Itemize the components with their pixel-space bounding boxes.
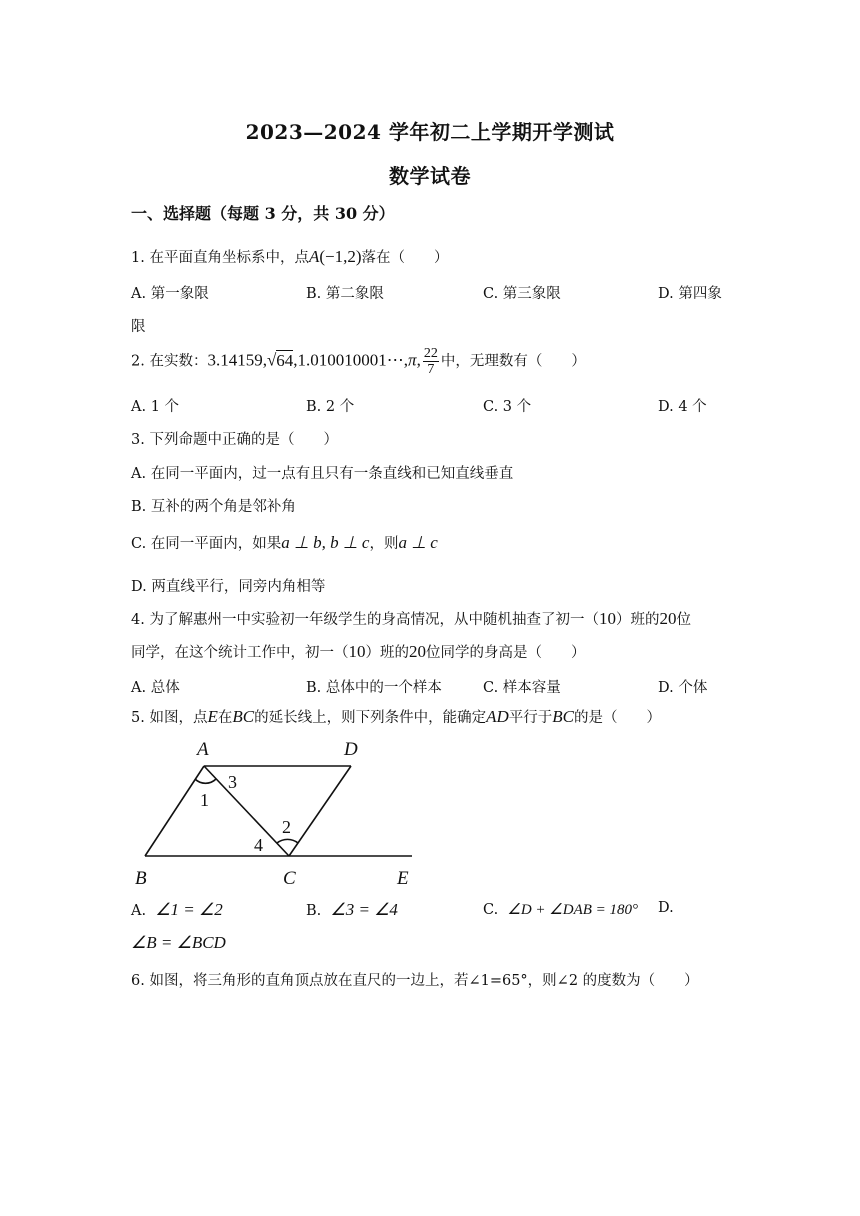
q1-point: A — [308, 247, 320, 266]
q5-option-b-label: B. — [306, 903, 322, 919]
q5-option-a — [131, 900, 223, 920]
q1-option-c: C. 第三象限 — [483, 286, 561, 302]
question-2-stem — [131, 346, 586, 377]
label-b: B — [135, 868, 147, 889]
q2-sqrt-arg: 64 — [276, 350, 294, 370]
q3-c-mid: ，则 — [369, 536, 399, 552]
q5-option-b — [306, 900, 398, 920]
q1-stem-pre: 1. 在平面直角坐标系中，点 — [131, 250, 309, 266]
q1-stem-post: 落在（ ） — [361, 250, 449, 266]
q5-option-d-label: D. — [658, 900, 674, 916]
q1-option-d: D. 第四象 — [658, 286, 722, 302]
q3-option-a: A. 在同一平面内，过一点有且只有一条直线和已知直线垂直 — [131, 466, 514, 482]
q5-stem-mid3: 平行于 — [508, 710, 553, 726]
q3-option-c — [131, 532, 438, 553]
q1-coords: (−1,2) — [319, 247, 362, 266]
q3-c-expr: a ⊥ b, b ⊥ c — [281, 533, 370, 552]
q2-frac-num: 22 — [423, 346, 438, 361]
angle-label-3: 3 — [228, 772, 237, 792]
q5-option-d-expr — [131, 933, 226, 953]
q5-option-b-expr: ∠3 = ∠4 — [330, 900, 398, 919]
q3-c-expr2: a ⊥ c — [398, 533, 438, 552]
q5-option-c-expr: ∠D + ∠DAB = 180° — [507, 902, 639, 918]
q5-point-e: E — [207, 707, 218, 726]
q2-stem-post: 中，无理数有（ ） — [440, 353, 586, 370]
question-1-stem — [131, 246, 449, 267]
q4-line2-pre: 同学，在这个统计工作中，初一（ — [131, 645, 349, 661]
q5-option-a-label: A. — [131, 903, 147, 919]
q5-seg-bc-2: BC — [552, 707, 574, 726]
q5-stem-mid1: 在 — [217, 710, 233, 726]
q2-list-c: , — [416, 350, 421, 370]
q4-line2-post: 位同学的身高是（ ） — [426, 645, 586, 661]
q2-option-b: B. 2 个 — [306, 399, 355, 415]
angle-arc-2 — [277, 839, 298, 843]
q5-option-c-label: C. — [483, 902, 499, 918]
q5-stem-mid2: 的延长线上，则下列条件中，能确定 — [254, 710, 487, 726]
q2-stem-pre: 2. 在实数： — [131, 353, 208, 370]
q2-frac-den: 7 — [427, 362, 435, 377]
q3-option-b: B. 互补的两个角是邻补角 — [131, 499, 296, 515]
label-c: C — [283, 868, 296, 889]
q4-class-no: 10 — [598, 609, 616, 628]
q4-count-2: 20 — [409, 642, 426, 661]
q5-seg-ad: AD — [486, 707, 509, 726]
angle-label-2: 2 — [282, 817, 291, 837]
segment-ac — [204, 766, 289, 856]
q4-option-b: B. 总体中的一个样本 — [306, 680, 442, 696]
q5-option-c — [483, 900, 638, 919]
q4-line1-mid: ）班的 — [615, 612, 660, 628]
q4-line2-mid: ）班的 — [365, 645, 409, 661]
q5-option-d-expr-text: ∠B = ∠BCD — [131, 933, 226, 952]
q2-option-d: D. 4 个 — [658, 399, 707, 415]
q5-option-a-expr: ∠1 = ∠2 — [155, 900, 223, 919]
exam-title: 2023—2024 学年初二上学期开学测试 — [245, 120, 615, 144]
q2-list-a: 3.14159, — [207, 350, 267, 370]
q2-sqrt: √64 — [266, 350, 294, 370]
angle-label-4: 4 — [254, 835, 263, 855]
q2-pi: π — [408, 350, 417, 370]
q4-option-a: A. 总体 — [131, 680, 180, 696]
q5-stem-pre: 5. 如图，点 — [131, 710, 208, 726]
section-heading: 一、选择题（每题 3 分，共 30 分） — [131, 204, 395, 223]
q1-option-a: A. 第一象限 — [131, 286, 209, 302]
exam-subtitle: 数学试卷 — [389, 164, 471, 188]
angle-label-1: 1 — [200, 790, 209, 810]
q4-line1-post: 位 — [676, 612, 691, 628]
question-5-stem — [131, 706, 661, 727]
q2-fraction — [423, 346, 439, 377]
q4-count: 20 — [659, 609, 677, 628]
q2-option-c: C. 3 个 — [483, 399, 532, 415]
q3-option-d: D. 两直线平行，同旁内角相等 — [131, 579, 326, 595]
q5-seg-bc: BC — [232, 707, 255, 726]
q4-line1-pre: 4. 为了解惠州一中实验初一年级学生的身高情况，从中随机抽查了初一（ — [131, 612, 599, 628]
q2-option-a: A. 1 个 — [131, 399, 180, 415]
q2-list-b: ,1.010010001⋯, — [293, 350, 409, 370]
label-e: E — [397, 868, 409, 889]
q1-option-b: B. 第二象限 — [306, 286, 384, 302]
label-d: D — [344, 739, 358, 760]
q5-geometry-figure — [130, 736, 430, 892]
q4-option-d: D. 个体 — [658, 680, 708, 696]
q5-stem-post: 的是（ ） — [573, 710, 661, 726]
q4-class-no-2: 10 — [348, 642, 366, 661]
question-6-stem: 6. 如图，将三角形的直角顶点放在直尺的一边上，若∠1=65°，则∠2 的度数为（ ） — [131, 973, 699, 989]
angle-arc-1 — [195, 779, 216, 783]
q4-option-c: C. 样本容量 — [483, 680, 561, 696]
q3-c-pre: C. 在同一平面内，如果 — [131, 536, 282, 552]
label-a: A — [197, 739, 209, 760]
question-4-line-2 — [131, 641, 586, 662]
question-3-stem: 3. 下列命题中正确的是（ ） — [131, 432, 338, 448]
q1-option-d-wrap: 限 — [131, 319, 146, 335]
question-4-line-1 — [131, 608, 691, 629]
